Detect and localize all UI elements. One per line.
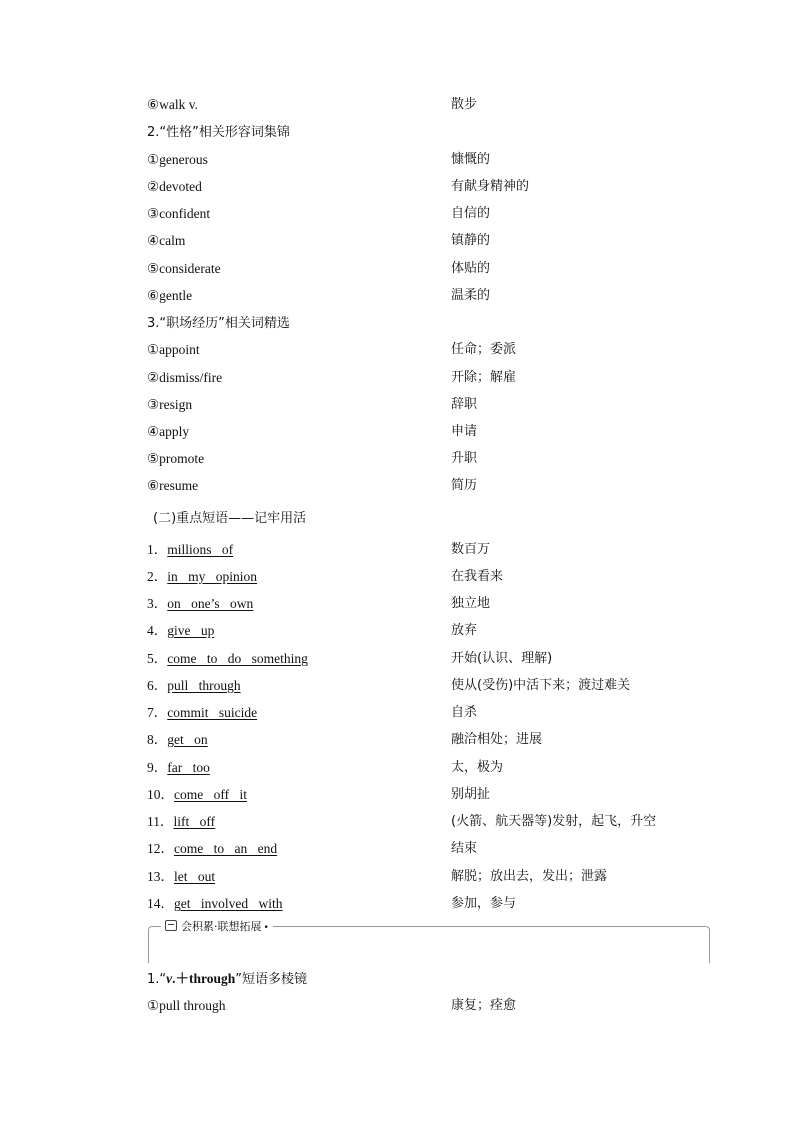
phrase-row <box>147 866 707 888</box>
phrase-text: lift off <box>173 814 216 829</box>
phrase-meaning: 别胡扯 <box>451 787 491 802</box>
vocab-zh: 康复；痊愈 <box>451 998 517 1013</box>
vocab-en: ⑥gentle <box>147 288 193 303</box>
vocab-en: ①generous <box>147 152 208 167</box>
phrase-row <box>147 620 707 642</box>
vocab-row <box>147 258 707 280</box>
vocab-zh: 体贴的 <box>451 261 491 276</box>
phrase-number: 9． <box>147 760 168 775</box>
expansion-box <box>148 920 710 963</box>
phrase-number: 10． <box>147 787 174 802</box>
phrase-text: get on <box>167 732 208 747</box>
phrase-row <box>147 784 707 806</box>
phrase-meaning: 使从(受伤)中活下来；渡过难关 <box>451 678 631 693</box>
section-heading-through: 1.“v.＋through”短语多棱镜 <box>147 971 308 987</box>
phrase-number: 8． <box>147 732 168 747</box>
phrase-row <box>147 838 707 860</box>
phrase-meaning: 自杀 <box>451 705 478 720</box>
vocab-en: ③resign <box>147 397 193 412</box>
phrase-text: far too <box>167 760 210 775</box>
phrase-number: 6． <box>147 678 168 693</box>
phrase-text: give up <box>167 623 215 638</box>
vocab-row <box>147 149 707 171</box>
phrase-row <box>147 675 707 697</box>
phrase-text: come to an end <box>174 841 278 856</box>
phrase-number: 3． <box>147 596 168 611</box>
vocab-zh: 慷慨的 <box>451 152 491 167</box>
vocab-row <box>147 203 707 225</box>
vocab-zh: 辞职 <box>451 397 478 412</box>
phrase-meaning: (火箭、航天器等)发射，起飞，升空 <box>451 814 657 829</box>
vocab-zh: 申请 <box>451 424 478 439</box>
section-heading-career: 3.“职场经历”相关词精选 <box>147 316 290 331</box>
phrase-number: 2． <box>147 569 168 584</box>
phrase-number: 12． <box>147 841 174 856</box>
vocab-zh: 温柔的 <box>451 288 491 303</box>
vocab-en: ④calm <box>147 233 186 248</box>
phrase-text: let out <box>174 869 216 884</box>
vocab-row <box>147 230 707 252</box>
expansion-box-title: 会积累·联想拓展 • <box>161 919 273 936</box>
vocab-zh: 有献身精神的 <box>451 179 530 194</box>
phrase-text: commit suicide <box>167 705 258 720</box>
vocab-en: ⑤promote <box>147 451 205 466</box>
phrase-number: 13． <box>147 869 174 884</box>
vocab-en: ②devoted <box>147 179 202 194</box>
phrase-number: 11． <box>147 814 174 829</box>
vocab-row <box>147 394 707 416</box>
phrase-meaning: 结束 <box>451 841 478 856</box>
vocab-row <box>147 339 707 361</box>
phrase-text: come off it <box>174 787 247 802</box>
phrase-row <box>147 702 707 724</box>
vocab-row <box>147 475 707 497</box>
vocab-en: ③confident <box>147 206 211 221</box>
phrase-row <box>147 811 707 833</box>
phrase-meaning: 参加，参与 <box>451 896 517 911</box>
vocab-zh: 镇静的 <box>451 233 491 248</box>
phrase-number: 5． <box>147 651 168 666</box>
vocab-row <box>147 367 707 389</box>
phrase-row <box>147 539 707 561</box>
vocab-en: ⑥resume <box>147 478 199 493</box>
phrase-number: 14． <box>147 896 174 911</box>
vocab-zh: 自信的 <box>451 206 491 221</box>
phrase-text: millions of <box>167 542 234 557</box>
section-heading-phrases: (二)重点短语——记牢用活 <box>153 511 307 526</box>
phrase-row <box>147 593 707 615</box>
vocab-zh: 开除；解雇 <box>451 370 517 385</box>
vocab-row <box>147 448 707 470</box>
phrase-row <box>147 648 707 670</box>
vocab-row <box>147 176 707 198</box>
vocab-row <box>147 94 707 116</box>
note-icon <box>165 920 177 931</box>
phrase-meaning: 开始(认识、理解) <box>451 651 553 666</box>
phrase-row <box>147 729 707 751</box>
vocab-row <box>147 995 707 1017</box>
phrase-meaning: 独立地 <box>451 596 491 611</box>
phrase-text: in my opinion <box>167 569 258 584</box>
phrase-meaning: 解脱；放出去，发出；泄露 <box>451 869 608 884</box>
vocab-zh: 升职 <box>451 451 478 466</box>
phrase-text: on one’s own <box>167 596 254 611</box>
phrase-number: 1． <box>147 542 168 557</box>
vocab-en: ④apply <box>147 424 190 439</box>
phrase-number: 7． <box>147 705 168 720</box>
phrase-meaning: 放弃 <box>451 623 478 638</box>
phrase-row <box>147 757 707 779</box>
phrase-text: come to do something <box>167 651 308 666</box>
phrase-meaning: 太，极为 <box>451 760 504 775</box>
vocab-en: ⑤considerate <box>147 261 221 276</box>
vocab-zh: 简历 <box>451 478 478 493</box>
section-heading-personality: 2.“性格”相关形容词集锦 <box>147 125 290 140</box>
vocab-zh: 任命；委派 <box>451 342 517 357</box>
phrase-meaning: 融洽相处；进展 <box>451 732 543 747</box>
phrase-meaning: 数百万 <box>451 542 491 557</box>
vocab-en: ①appoint <box>147 342 200 357</box>
vocab-en: ⑥walk v. <box>147 97 198 112</box>
phrase-row <box>147 893 707 915</box>
vocab-zh: 散步 <box>451 97 478 112</box>
phrase-meaning: 在我看来 <box>451 569 504 584</box>
phrase-text: get involved with <box>174 896 283 911</box>
vocab-en: ①pull through <box>147 998 226 1013</box>
vocab-row <box>147 285 707 307</box>
vocab-row <box>147 421 707 443</box>
vocab-en: ②dismiss/fire <box>147 370 223 385</box>
phrase-number: 4． <box>147 623 168 638</box>
phrase-row <box>147 566 707 588</box>
phrase-text: pull through <box>167 678 241 693</box>
